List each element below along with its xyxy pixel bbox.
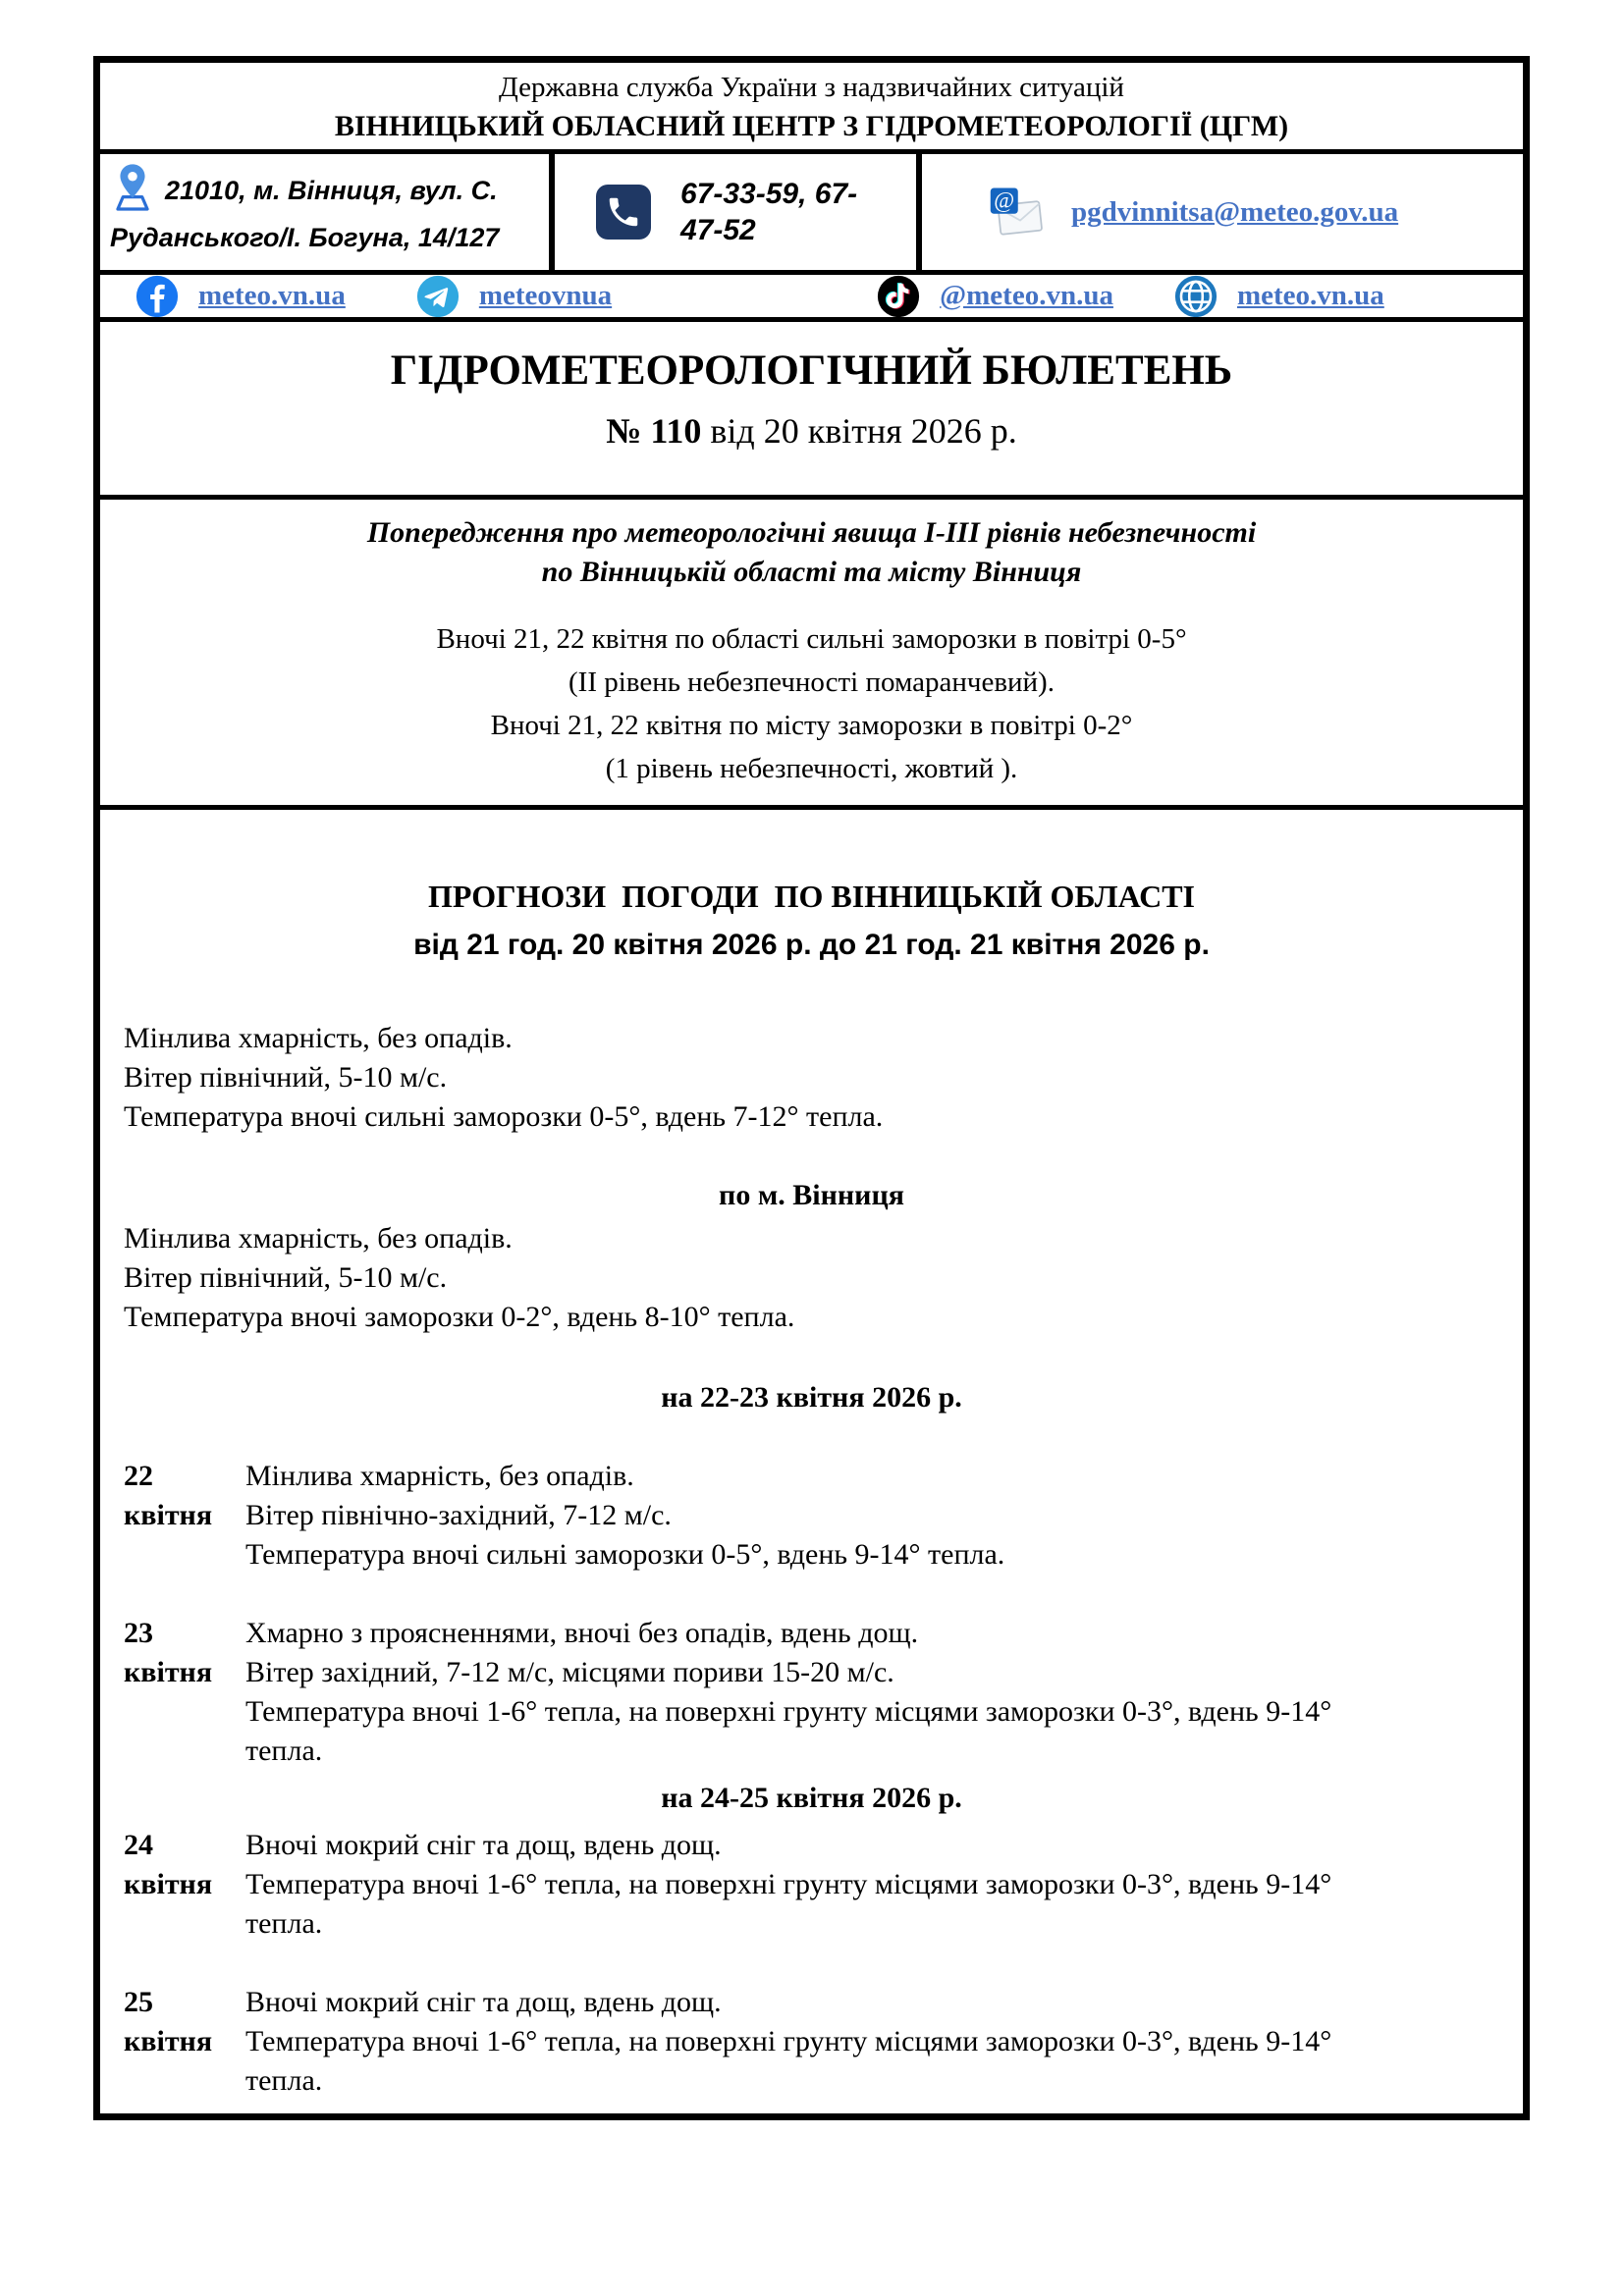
telegram-item [416,275,612,318]
org-parent-name: Державна служба України з надзвичайних ситуацій [499,72,1124,103]
day-label: 25 квітня [124,1986,213,2057]
region-forecast [124,1019,1523,1137]
forecast-line: Вночі мокрий сніг та дощ, вдень дощ. [245,1829,722,1861]
forecast-line: Температура вночі 1-6° тепла, на поверхні грунту місцями заморозки 0-3°, вдень 9-14° тепла. [245,1695,1332,1767]
warning-body [100,617,1523,790]
tiktok-item [877,275,1113,318]
warning-line: (ІІ рівень небезпечності помаранчевий). [568,667,1055,698]
bulletin-document [93,56,1530,2120]
forecast-line: Вночі мокрий сніг та дощ, вдень дощ. [245,1986,722,2018]
map-pin-icon [110,162,155,220]
bulletin-subtitle [100,410,1523,452]
forecast-line: Мінлива хмарність, без опадів. [124,1022,513,1054]
telegram-link[interactable]: meteovnua [478,280,613,311]
org-name: ВІННИЦЬКИЙ ОБЛАСНИЙ ЦЕНТР З ГІДРОМЕТЕОРОЛОГІЇ (ЦГМ) [334,110,1289,142]
forecast-line: Мінлива хмарність, без опадів. [245,1460,634,1492]
telegram-icon[interactable] [416,275,460,318]
contacts-row [100,154,1523,275]
bulletin-date: від 20 квітня 2026 р. [701,411,1017,451]
forecast-line: Температура вночі 1-6° тепла, на поверхні грунту місцями заморозки 0-3°, вдень 9-14° тепла. [245,1868,1332,1940]
bulletin-number: № 110 [606,411,702,451]
email-cell [922,154,1523,270]
warning-line: Вночі 21, 22 квітня по місту заморозки в повітрі 0-2° [490,710,1133,741]
forecast-line: Температура вночі 1-6° тепла, на поверхні грунту місцями заморозки 0-3°, вдень 9-14° тепла. [245,2025,1332,2097]
website-link[interactable]: meteo.vn.ua [1236,280,1384,311]
facebook-item [135,275,346,318]
warning-line: Вночі 21, 22 квітня по області сильні заморозки в повітрі 0-5° [436,623,1187,655]
forecast-line: Вітер північний, 5-10 м/с. [124,1061,448,1094]
org-header [100,63,1523,154]
globe-icon[interactable] [1174,275,1218,318]
warning-heading [100,513,1523,592]
svg-text:@: @ [994,187,1015,213]
day-label: 24 квітня [124,1829,213,1900]
day-label: 22 квітня [124,1460,213,1531]
phone-numbers: 67-33-59, 67-47-52 [680,178,858,246]
day-forecast-25 [124,1983,1523,2101]
phone-icon [596,185,651,240]
forecast-line: Вітер північний, 5-10 м/с. [124,1261,448,1294]
warning-section [100,500,1523,810]
warning-line: (1 рівень небезпечності, жовтий ). [605,753,1018,784]
forecast-line: Вітер північно-західний, 7-12 м/с. [245,1499,672,1531]
warning-heading-line2: по Вінницькій області та місту Вінниця [541,556,1082,588]
days-heading-22-23: на 22-23 квітня 2026 р. [661,1381,962,1414]
facebook-icon[interactable] [135,275,179,318]
day-label: 23 квітня [124,1617,213,1688]
email-link[interactable]: pgdvinnitsa@meteo.gov.ua [1071,195,1399,228]
warning-heading-line1: Попередження про метеорологічні явища І-ІІІ рівнів небезпечності [366,516,1257,549]
forecast-title: ПРОГНОЗИ ПОГОДИ ПО ВІННИЦЬКІЙ ОБЛАСТІ [428,879,1195,914]
day-forecast-text [245,1614,1404,1771]
forecast-section [100,810,1523,2113]
address-cell [100,154,555,270]
forecast-line: Температура вночі сильні заморозки 0-5°, вдень 9-14° тепла. [245,1538,1005,1571]
day-forecast-23 [124,1614,1523,1771]
tiktok-icon[interactable] [877,275,920,318]
day-forecast-text [245,1826,1404,1944]
days-heading-24-25: на 24-25 квітня 2026 р. [661,1782,962,1814]
forecast-line: Мінлива хмарність, без опадів. [124,1222,513,1255]
forecast-period: від 21 год. 20 квітня 2026 р. до 21 год. 21 квітня 2026 р. [413,929,1210,961]
phone-cell [555,154,922,270]
address-text: 21010, м. Вінниця, вул. С. Руданського/І. Богуна, 14/127 [110,176,500,252]
day-forecast-22 [124,1457,1523,1575]
day-forecast-text [245,1457,1404,1575]
city-forecast [124,1219,1523,1337]
email-icon [987,185,1046,240]
facebook-link[interactable]: meteo.vn.ua [198,280,346,311]
bulletin-title: ГІДРОМЕТЕОРОЛОГІЧНИЙ БЮЛЕТЕНЬ [390,347,1233,394]
day-forecast-text [245,1983,1404,2101]
bulletin-title-section [100,322,1523,500]
forecast-line: Вітер західний, 7-12 м/с, місцями пориви 15-20 м/с. [245,1656,894,1688]
social-row [100,275,1523,322]
website-item [1174,275,1384,318]
day-forecast-24 [124,1826,1523,1944]
forecast-line: Температура вночі заморозки 0-2°, вдень 8-10° тепла. [124,1301,795,1333]
forecast-line: Хмарно з проясненнями, вночі без опадів, вдень дощ. [245,1617,919,1649]
city-forecast-heading: по м. Вінниця [719,1179,904,1211]
forecast-line: Температура вночі сильні заморозки 0-5°, вдень 7-12° тепла. [124,1100,884,1133]
tiktok-link[interactable]: @meteo.vn.ua [940,280,1113,311]
